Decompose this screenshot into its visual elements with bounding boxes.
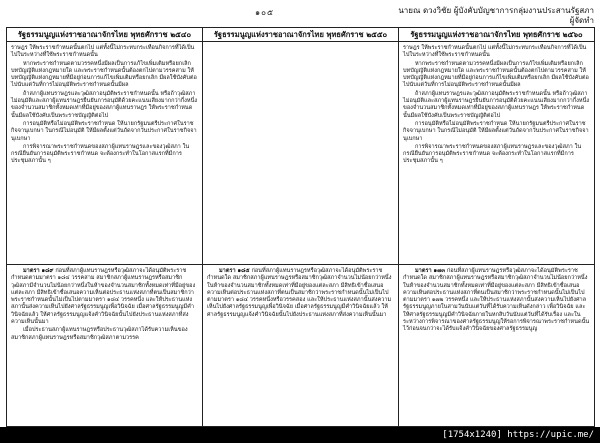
paragraph xyxy=(11,268,198,326)
cell-2540-row1 xyxy=(7,42,203,265)
paragraph: การพิจารณาพระราชกำหนดของสภาผู้แทนราษฎรและของวุฒิสภา ในกรณียืนยันการอนุมัติพระราชกำหนด จะต้องกระทำในโอกาสแรกที่มีการประชุมสภานั้น ๆ xyxy=(11,143,190,165)
cell-2550-row2 xyxy=(203,265,399,427)
table-row xyxy=(7,265,595,427)
cell-2560-row2 xyxy=(399,265,595,427)
cell-2560-row1 xyxy=(399,42,595,265)
paragraph: การอนุมัติหรือไม่อนุมัติพระราชกำหนด ให้นายกรัฐมนตรีประกาศในราชกิจจานุเบกษา ในกรณีไม่อนุมัติ ให้มีผลตั้งแต่วันถัดจากวันประกาศในราชกิจจานุเบกษา xyxy=(403,120,589,142)
paragraph xyxy=(207,268,394,319)
article-label: มาตรา ๑๗๓ xyxy=(415,268,446,274)
article-label: มาตรา ๑๘๕ xyxy=(219,268,250,274)
column-header-2540: รัฐธรรมนูญแห่งราชอาณาจักรไทย พุทธศักราช ๒๕๔๐ xyxy=(7,28,203,42)
paragraph: การพิจารณาพระราชกำหนดของสภาผู้แทนราษฎรและของวุฒิสภา ในกรณียืนยันการอนุมัติพระราชกำหนด จะต้องกระทำในโอกาสแรกที่มีการประชุมสภานั้น ๆ xyxy=(403,143,582,165)
cell-2550-row1 xyxy=(203,42,399,265)
table-row xyxy=(7,42,595,265)
comparison-table xyxy=(6,27,595,427)
article-label: มาตรา ๑๘๙ xyxy=(23,268,54,274)
column-header-2550: รัฐธรรมนูญแห่งราชอาณาจักรไทย พุทธศักราช ๒๕๕๐ xyxy=(203,28,399,42)
watermark-bar: [1754x1240] https://upic.me/ xyxy=(0,427,600,443)
paragraph-text: ก่อนที่สภาผู้แทนราษฎรหรือวุฒิสภาจะได้อนุมัติพระราชกำหนดใด สมาชิกสภาผู้แทนราษฎรหรือสมาชิกวุฒิสภาจำนวนไม่น้อยกว่าหนึ่งในห้าของจำนวนสมาชิกทั้งหมดเท่าที่มีอยู่ของแต่ละสภา มีสิทธิเข้าชื่อเสนอความเห็นต่อประธานแห่งสภาที่ตนเป็นสมาชิกว่าพระราชกำหนดนั้นไม่เป็นไปตามมาตรา ๑๘๔ วรรคหนึ่งหรือวรรคสอง และให้ประธานแห่งสภานั้นส่งความเห็นไปยังศาลรัฐธรรมนูญเพื่อวินิจฉัย เมื่อศาลรัฐธรรมนูญมีคำวินิจฉัยแล้ว ให้ศาลรัฐธรรมนูญแจ้งคำวินิจฉัยนั้นไปยังประธานแห่งสภาที่ส่งความเห็นนั้นมา xyxy=(207,268,392,318)
paragraph: เมื่อประธานสภาผู้แทนราษฎรหรือประธานวุฒิสภาได้รับความเห็นของสมาชิกสภาผู้แทนราษฎรหรือสมาชิกวุฒิสภาตามวรรค xyxy=(11,327,188,341)
cell-2540-row2 xyxy=(7,265,203,427)
author-name: นายณ ดวงวิชัย ผู้บังคับบัญชาการกลุ่มงานประสานรัฐสภา xyxy=(398,6,594,15)
paragraph: หากพระราชกำหนดตามวรรคหนึ่งมีผลเป็นการแก้ไขเพิ่มเติมหรือยกเลิกบทบัญญัติแห่งกฎหมายใด และพระราชกำหนดนั้นต้องตกไปตามวรรคสาม ให้บทบัญญัติแห่งกฎหมายที่มีอยู่ก่อนการแก้ไขเพิ่มเติมหรือยกเลิก มีผลใช้บังคับต่อไปนับแต่วันที่การไม่อนุมัติพระราชกำหนดนั้นมีผล xyxy=(403,60,589,89)
paragraph: ถ้าสภาผู้แทนราษฎรและวุฒิสภาอนุมัติพระราชกำหนดนั้น หรือถ้าวุฒิสภาไม่อนุมัติและสภาผู้แทนราษฎรยืนยันการอนุมัติด้วยคะแนนเสียงมากกว่ากึ่งหนึ่งของจำนวนสมาชิกทั้งหมดเท่าที่มีอยู่ของสภาผู้แทนราษฎร ให้พระราชกำหนดนั้นมีผลใช้บังคับเป็นพระราชบัญญัติต่อไป xyxy=(403,90,590,119)
page-number: ๑๐๕ xyxy=(255,8,275,17)
paragraph: หากพระราชกำหนดตามวรรคหนึ่งมีผลเป็นการแก้ไขเพิ่มเติมหรือยกเลิกบทบัญญัติแห่งกฎหมายใด และพระราชกำหนดนั้นต้องตกไปตามวรรคสาม ให้บทบัญญัติแห่งกฎหมายที่มีอยู่ก่อนการแก้ไขเพิ่มเติมหรือยกเลิก มีผลใช้บังคับต่อไปนับแต่วันที่การไม่อนุมัติพระราชกำหนดนั้นมีผล xyxy=(11,60,197,89)
paragraph: ราษฎร ให้พระราชกำหนดนั้นตกไป แต่ทั้งนี้ไม่กระทบกระเทือนกิจการที่ได้เป็นไปในระหว่างที่ใช้พระราชกำหนดนั้น xyxy=(403,45,587,59)
author-header xyxy=(398,6,594,26)
paragraph: ถ้าสภาผู้แทนราษฎรและวุฒิสภาอนุมัติพระราชกำหนดนั้น หรือถ้าวุฒิสภาไม่อนุมัติและสภาผู้แทนราษฎรยืนยันการอนุมัติด้วยคะแนนเสียงมากกว่ากึ่งหนึ่งของจำนวนสมาชิกทั้งหมดเท่าที่มีอยู่ของสภาผู้แทนราษฎร ให้พระราชกำหนดนั้นมีผลใช้บังคับเป็นพระราชบัญญัติต่อไป xyxy=(11,90,198,119)
paragraph-text: ก่อนที่สภาผู้แทนราษฎรหรือวุฒิสภาจะได้อนุมัติพระราชกำหนดใด สมาชิกสภาผู้แทนราษฎรหรือสมาชิกวุฒิสภาจำนวนไม่น้อยกว่าหนึ่งในห้าของจำนวนสมาชิกทั้งหมดเท่าที่มีอยู่ของแต่ละสภา มีสิทธิเข้าชื่อเสนอความเห็นต่อประธานแห่งสภาที่ตนเป็นสมาชิกว่าพระราชกำหนดนั้นไม่เป็นไปตามมาตรา ๑๗๒ วรรคหนึ่ง และให้ประธานแห่งสภานั้นส่งความเห็นไปยังศาลรัฐธรรมนูญภายในสามวันนับแต่วันที่ได้รับความเห็นดังกล่าว เพื่อวินิจฉัย และให้ศาลรัฐธรรมนูญมีคำวินิจฉัยภายในหกสิบวันนับแต่วันที่ได้รับเรื่อง และในระหว่างการพิจารณาของศาลรัฐธรรมนูญให้รอการพิจารณาพระราชกำหนดนั้นไว้ก่อนจนกว่าจะได้รับแจ้งคำวินิจฉัยของศาลรัฐธรรมนูญ xyxy=(403,268,590,333)
table-header-row xyxy=(7,28,595,42)
column-header-2560: รัฐธรรมนูญแห่งราชอาณาจักรไทย พุทธศักราช ๒๕๖๐ xyxy=(399,28,595,42)
paragraph-text: ก่อนที่สภาผู้แทนราษฎรหรือวุฒิสภาจะได้อนุมัติพระราชกำหนดตามมาตรา ๑๘๔ วรรคสาม สมาชิกสภาผู้แทนราษฎรหรือสมาชิกวุฒิสภามีจำนวนไม่น้อยกว่าหนึ่งในห้าของจำนวนสมาชิกทั้งหมดเท่าที่มีอยู่ของแต่ละสภา มีสิทธิเข้าชื่อเสนอความเห็นต่อประธานแห่งสภาที่ตนเป็นสมาชิกว่าพระราชกำหนดนั้นไม่เป็นไปตามมาตรา ๑๘๔ วรรคหนึ่ง และให้ประธานแห่งสภานั้นส่งความเห็นไปยังศาลรัฐธรรมนูญเพื่อวินิจฉัย เมื่อศาลรัฐธรรมนูญมีคำวินิจฉัยแล้ว ให้ศาลรัฐธรรมนูญแจ้งคำวินิจฉัยนั้นไปยังประธานแห่งสภาที่ส่งความเห็นนั้นมา xyxy=(11,268,196,326)
paragraph: ราษฎร ให้พระราชกำหนดนั้นตกไป แต่ทั้งนี้ไม่กระทบกระเทือนกิจการที่ได้เป็นไปในระหว่างที่ใช้พระราชกำหนดนั้น xyxy=(11,45,195,59)
paragraph xyxy=(403,268,590,334)
preparer-label: ผู้จัดทำ xyxy=(569,16,594,25)
paragraph: การอนุมัติหรือไม่อนุมัติพระราชกำหนด ให้นายกรัฐมนตรีประกาศในราชกิจจานุเบกษา ในกรณีไม่อนุมัติ ให้มีผลตั้งแต่วันถัดจากวันประกาศในราชกิจจานุเบกษา xyxy=(11,120,197,142)
